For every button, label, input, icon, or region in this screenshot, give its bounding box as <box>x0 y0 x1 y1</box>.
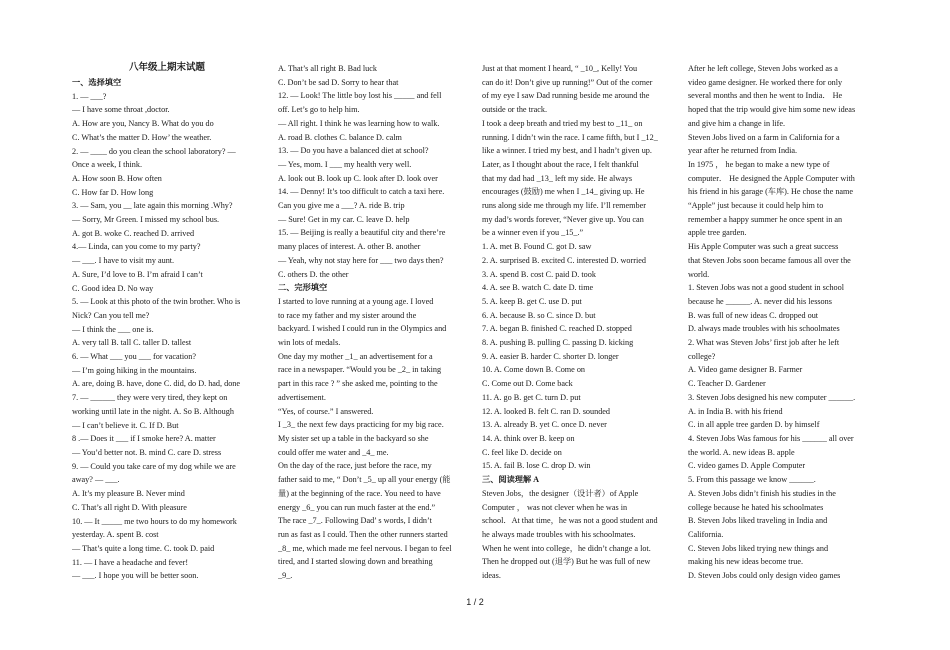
text-line: A. Sure, I’d love to B. I’m afraid I can’t <box>72 269 203 279</box>
text-line: Once a week, I think. <box>72 160 143 170</box>
text-line: — ___. I hope you will be better soon. <box>72 571 199 581</box>
text-line: A. look out B. look up C. look after D. look over <box>278 173 438 183</box>
text-line: C. video games D. Apple Computer <box>688 461 806 471</box>
text-line: 13. A. already B. yet C. once D. never <box>482 420 607 430</box>
text-line: — All right. I think he was learning how to walk. <box>278 118 440 128</box>
text-line: 10. A. Come down B. Come on <box>482 365 586 375</box>
text-line: A. got B. woke C. reached D. arrived <box>72 228 195 238</box>
text-line: A. in India B. with his friend <box>688 406 783 416</box>
text-line: Just at that moment I heard, “ _10_, Kelly! You <box>482 64 638 73</box>
column-4 <box>688 62 878 602</box>
text-line: C. in all apple tree garden D. by himself <box>688 420 820 430</box>
text-line: _8_ me, which made me feel nervous. I began to feel <box>278 543 452 553</box>
text-line: school．At that time，he was not a good student and <box>482 516 658 526</box>
text-line: B. Steven Jobs liked traveling in India and <box>688 516 828 526</box>
text-line: 12. — Look! The little boy lost his _____ and fell <box>278 91 442 101</box>
text-line: hoped that the trip would give him some new ideas <box>688 105 856 115</box>
text-line: college because he hated his schoolmates <box>688 502 824 512</box>
text-line: 8. A. pushing B. pulling C. passing D. kicking <box>482 338 634 348</box>
text-line: His Apple Computer was such a great success <box>688 242 839 252</box>
text-line: Later, as I thought about the race, I felt thankful <box>482 159 639 169</box>
text-line: “Yes, of course.” I answered. <box>278 406 374 416</box>
text-line: 5. — Look at this photo of the twin brother. Who is <box>72 297 241 307</box>
text-line: A. very tall B. tall C. taller D. tallest <box>72 338 192 348</box>
text-line: — Yes, mom. I ___ my health very well. <box>278 159 412 169</box>
text-line: A. Steven Jobs didn’t finish his studies in the <box>688 488 836 498</box>
text-line: On the day of the race, just before the race, my <box>278 461 432 471</box>
text-line: 12. A. looked B. felt C. ran D. sounded <box>482 406 611 416</box>
text-line: 13. — Do you have a balanced diet at school? <box>278 146 429 156</box>
section-heading: 一、选择填空 <box>72 78 122 87</box>
text-line: 2. What was Steven Jobs’ first job after he left <box>688 338 840 348</box>
text-line: D. Steven Jobs could only design video games <box>688 571 841 581</box>
text-line: — You’d better not. B. mind C. care D. stress <box>72 447 222 457</box>
text-line: tired, and I started slowing down and breathing <box>278 557 433 567</box>
text-line: I started to love running at a young age. I loved <box>278 296 434 306</box>
text-line: C. That’s all right D. With pleasure <box>72 502 187 512</box>
text-line: C. Teacher D. Gardener <box>688 379 766 389</box>
text-line: ideas. <box>482 571 501 581</box>
text-line: year after he returned from India. <box>688 146 798 156</box>
text-line: A. It’s my pleasure B. Never mind <box>72 489 185 499</box>
text-line: 11. A. go B. get C. turn D. put <box>482 392 581 402</box>
text-line: video game designer. He worked there for only <box>688 77 843 87</box>
text-line: 11. — I have a headache and fever! <box>72 557 189 567</box>
text-line: C. What’s the matter D. How’ the weather. <box>72 132 212 142</box>
text-line: After he left college, Steven Jobs worked as a <box>688 64 838 73</box>
text-line: several months and then he went to India． He <box>688 91 843 101</box>
text-line: college? <box>688 351 716 361</box>
text-line: D. always made troubles with his schoolmates <box>688 324 840 334</box>
text-line: 8 .— Does it ___ if I smoke here? A. matter <box>72 434 216 444</box>
text-line: 2. — ____ do you clean the school laboratory? — <box>72 146 236 156</box>
text-line: C. How far D. How long <box>72 187 154 197</box>
section-heading: 二、完形填空 <box>278 283 328 293</box>
text-line: encourages (鼓励) me when I _14_ giving up. He <box>482 187 645 197</box>
text-line: father said to me, “ Don’t _5_ up all your energy (能 <box>278 475 451 485</box>
text-line: 7. — ______ they were very tired, they kept on <box>72 393 228 403</box>
text-line: C. Steven Jobs liked trying new things and <box>688 543 829 553</box>
text-line: my dad’s words forever, “Never give up. You can <box>482 214 644 224</box>
text-line: A. are, doing B. have, done C. did, do D. had, done <box>72 379 241 389</box>
text-line: I took a deep breath and tried my best to _11_ on <box>482 118 643 128</box>
text-line: 3. A. spend B. cost C. paid D. took <box>482 269 596 279</box>
text-line: remember a happy summer he once spent in an <box>688 214 843 224</box>
text-line: C. Don’t be sad D. Sorry to hear that <box>278 77 399 87</box>
text-line: — Sorry, Mr Green. I missed my school bus. <box>72 215 220 225</box>
text-line: — I have some throat ,doctor. <box>72 105 170 115</box>
text-line: backyard. I wished I could run in the Olympics and <box>278 324 447 334</box>
text-line: like a winner. I tried my best, and I hadn’t given up. <box>482 146 652 156</box>
text-line: C. feel like D. decide on <box>482 447 562 457</box>
text-line: 1. Steven Jobs was not a good student in school <box>688 283 845 293</box>
text-line: California. <box>688 529 724 539</box>
text-line: 1. A. met B. Found C. got D. saw <box>482 242 592 252</box>
text-line: — That’s quite a long time. C. took D. paid <box>72 543 215 553</box>
text-line: computer． He designed the Apple Computer with <box>688 173 855 183</box>
text-line: many places of interest. A. other B. another <box>278 242 421 252</box>
text-line: can do it! Don’t give up running!” Out of the corner <box>482 77 653 87</box>
text-line: 1. — ___? <box>72 91 107 101</box>
text-line: 2. A. surprised B. excited C. interested D. worried <box>482 255 646 265</box>
column-2 <box>278 62 470 602</box>
column-1 <box>72 60 262 600</box>
text-line: yesterday. A. spent B. cost <box>72 530 159 540</box>
text-line: 6. A. because B. so C. since D. but <box>482 310 596 320</box>
text-line: be a winner even if you _15_.” <box>482 228 584 238</box>
text-line: 14. — Denny! It’s too difficult to catch a taxi here. <box>278 187 445 197</box>
text-line: — I can’t believe it. C. If D. But <box>72 420 179 430</box>
text-line: C. Come out D. Come back <box>482 379 573 389</box>
text-line: part in this race ? ” she asked me, pointing to the <box>278 379 438 389</box>
text-line: — I’m going hiking in the mountains. <box>72 365 197 375</box>
page-number: 1 / 2 <box>466 597 484 607</box>
text-line: — Sure! Get in my car. C. leave D. help <box>278 214 410 224</box>
text-line: away? — ___. <box>72 475 120 485</box>
text-line: C. others D. the other <box>278 269 349 279</box>
text-line: 7. A. began B. finished C. reached D. stopped <box>482 324 632 334</box>
text-line: 10. — It _____ me two hours to do my homework <box>72 516 237 526</box>
text-line: race in a newspaper. “Would you be _2_ in taking <box>278 365 442 375</box>
text-line: The race _7_. Following Dad’ s words, I didn’t <box>278 516 432 526</box>
text-line: C. Good idea D. No way <box>72 283 154 293</box>
text-line: 6. — What ___ you ___ for vacation? <box>72 352 196 362</box>
text-line: of my eye I saw Dad running beside me around the <box>482 91 650 101</box>
text-line: 量) at the beginning of the race. You need to have <box>278 488 441 498</box>
text-line: to race my father and my sister around the <box>278 310 417 320</box>
text-line: win lots of medals. <box>278 338 341 348</box>
text-line: his friend in his garage (车库). He chose the name <box>688 187 854 197</box>
text-line: that Steven Jobs soon became famous all over the <box>688 255 851 265</box>
text-line: the world. A. new ideas B. apple <box>688 447 795 457</box>
text-line: Nick? Can you tell me? <box>72 310 150 320</box>
text-line: and give him a change in life. <box>688 118 786 128</box>
text-line: 5. From this passage we know ______. <box>688 475 816 485</box>
text-line: — Yeah, why not stay here for ___ two days then? <box>278 255 444 265</box>
text-line: In 1975 ， he began to make a new type of <box>688 159 830 169</box>
text-line: My sister set up a table in the backyard so she <box>278 433 429 443</box>
text-line: world. <box>688 269 710 279</box>
text-line: 4. A. see B. watch C. date D. time <box>482 283 594 293</box>
text-line: that my dad had _13_ left my side. He always <box>482 173 633 183</box>
text-line: energy _6_ you can run much faster at the end.” <box>278 502 436 512</box>
text-line: — ___. I have to visit my aunt. <box>72 256 175 266</box>
text-line: A. road B. clothes C. balance D. calm <box>278 132 402 142</box>
text-line: 15. A. fail B. lose C. drop D. win <box>482 461 591 471</box>
text-line: 3. — Sam, you __ late again this morning .Why? <box>72 201 233 211</box>
text-line: making his new ideas become true. <box>688 557 804 567</box>
text-line: Steven Jobs，the designer（设计者）of Apple <box>482 488 639 498</box>
text-line: could offer me water and _4_ me. <box>278 447 389 457</box>
text-line: A. That’s all right B. Bad luck <box>278 64 377 73</box>
text-line: Then he dropped out (退学) But he was full of new <box>482 557 651 567</box>
text-line: 5. A. keep B. get C. use D. put <box>482 296 582 306</box>
text-line: he always made troubles with his schoolmates. <box>482 529 636 539</box>
text-line: B. was full of new ideas C. dropped out <box>688 310 819 320</box>
text-line: off. Let’s go to help him. <box>278 105 360 115</box>
text-line: A. How are you, Nancy B. What do you do <box>72 119 214 129</box>
text-line: advertisement. <box>278 392 326 402</box>
text-line: 4.— Linda, can you come to my party? <box>72 242 201 252</box>
column-3 <box>482 62 674 602</box>
text-line: When he went into college，he didn’t change a lot. <box>482 543 651 553</box>
text-line: Computer ， was not clever when he was in <box>482 502 628 512</box>
text-line: 3. Steven Jobs designed his new computer ______. <box>688 392 856 402</box>
text-line: 4. Steven Jobs Was famous for his ______ all over <box>688 433 854 443</box>
text-line: “Apple” just because it could help him to <box>688 201 824 211</box>
text-line: outside or the track. <box>482 105 548 115</box>
text-line: 15. — Beijing is really a beautiful city and there’re <box>278 228 446 238</box>
text-line: _9_. <box>278 571 293 581</box>
section-heading: 三、阅读理解 A <box>482 475 540 485</box>
text-line: working until late in the night. A. So B. Although <box>72 406 234 416</box>
text-line: Can you give me a ___? A. ride B. trip <box>278 201 405 211</box>
text-line: runs along side me through my life. I’ll remember <box>482 201 646 211</box>
text-line: 14. A. think over B. keep on <box>482 433 575 443</box>
text-line: — I think the ___ one is. <box>72 324 154 334</box>
text-line: One day my mother _1_ an advertisement for a <box>278 351 433 361</box>
text-line: because he ______. A. never did his lessons <box>688 296 832 306</box>
text-line: 9. A. easier B. harder C. shorter D. longer <box>482 351 619 361</box>
text-line: A. How soon B. How often <box>72 173 162 183</box>
page-title: 八年级上期末试题 <box>128 63 205 73</box>
text-line: apple tree garden. <box>688 228 747 238</box>
text-line: A. Video game designer B. Farmer <box>688 365 803 375</box>
text-line: I _3_ the next few days practicing for my big race. <box>278 420 444 430</box>
text-line: Steven Jobs lived on a farm in California for a <box>688 132 840 142</box>
text-line: run as fast as I could. Then the other runners started <box>278 529 448 539</box>
text-line: running. I didn’t win the race. I came fifth, but I _12_ <box>482 132 658 142</box>
text-line: 9. — Could you take care of my dog while we are <box>72 461 236 471</box>
